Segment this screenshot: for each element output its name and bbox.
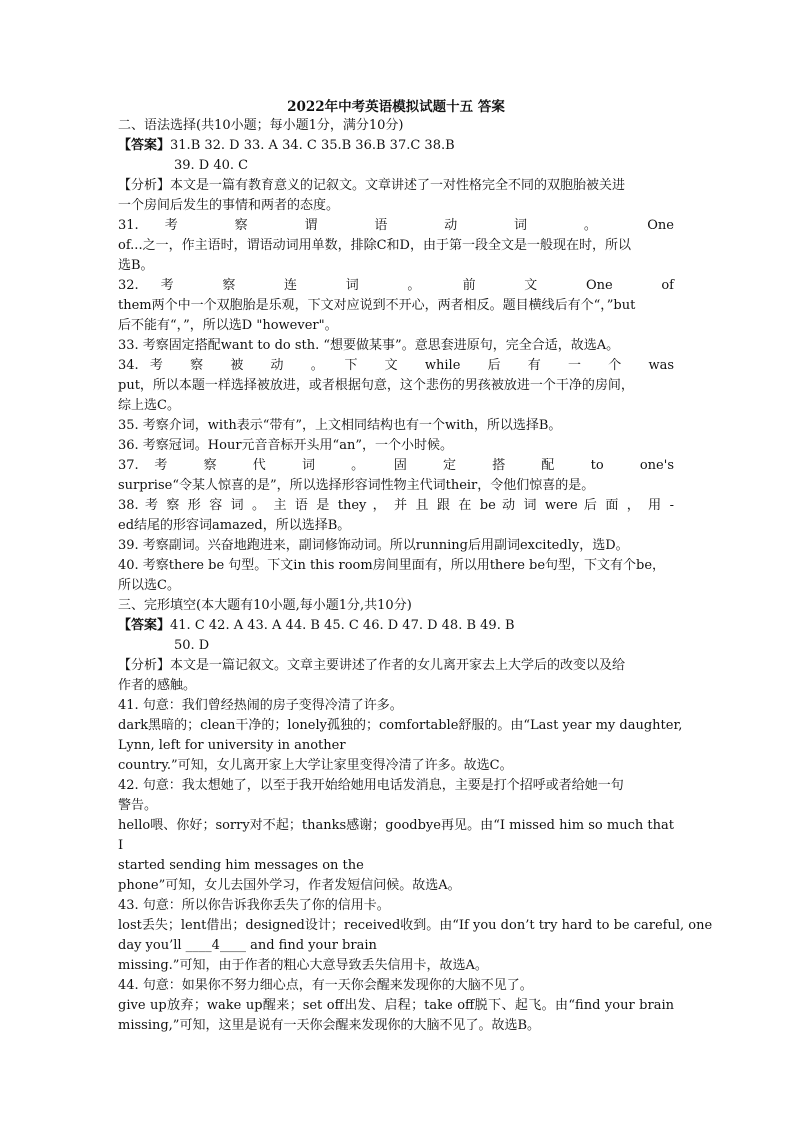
text-line: 39. 考察副词。兴奋地跑进来，副词修饰动词。所以running后用副词excitedly，选D。 <box>118 538 629 553</box>
text-line: 36. 考察冠词。Hour元音音标开头用“an”，一个小时候。 <box>118 438 453 453</box>
text-line: them两个中一个双胞胎是乐观，下文对应说到不开心，两者相反。题目横线后有个“，”but <box>118 298 636 313</box>
text-line: missing.”可知，由于作者的粗心大意导致丢失信用卡，故选A。 <box>118 958 488 973</box>
text-line: 35. 考察介词，with表示“带有”，上文相同结构也有一个with，所以选择B。 <box>118 418 562 433</box>
text-line: country.”可知，女儿离开家上大学让家里变得冷清了许多。故选C。 <box>118 758 513 773</box>
text-line: 42. 句意：我太想她了，以至于我开始给她用电话发消息，主要是打个招呼或者给她一句 <box>118 778 624 793</box>
text-line: 【答案】41. C 42. A 43. A 44. B 45. C 46. D 47. D 48. B 49. B <box>118 618 515 633</box>
text-line: of...之一，作主语时，谓语动词用单数，排除C和D，由于第一段全文是一般现在时，所以 <box>118 238 631 253</box>
text-line: 【答案】31.B 32. D 33. A 34. C 35.B 36.B 37.C 38.B <box>118 138 455 153</box>
text-line: 40. 考察there be 句型。下文in this room房间里面有，所以用there be句型，下文有个be， <box>118 558 666 573</box>
answer-label: 【答案】 <box>118 138 171 153</box>
text-line: 后不能有“，”，所以选D "however"。 <box>118 318 338 333</box>
page-title: 2022年中考英语模拟试题十五 答案 <box>287 99 505 115</box>
text-line: 三、完形填空(本大题有10小题,每小题1分,共10分) <box>118 598 412 613</box>
text-line: 50. D <box>174 638 210 653</box>
text-line: 37. 考 察 代 词 。 固 定 搭 配 to one's <box>118 458 674 473</box>
text-line: started sending him messages on the <box>118 858 364 873</box>
text-line: give up放弃；wake up醒来；set off出发、启程；take off脱下、起飞。由“find your brain <box>118 998 674 1013</box>
text-line: 34. 考 察 被 动 。 下 文 while 后 有 一 个 was <box>118 358 674 373</box>
text-line: ed结尾的形容词amazed，所以选择B。 <box>118 518 351 533</box>
text-line: phone”可知，女儿去国外学习，作者发短信问候。故选A。 <box>118 878 461 893</box>
text-line: dark黑暗的；clean干净的；lonely孤独的；comfortable舒服的。由“Last year my daughter, <box>118 718 683 733</box>
text-line: 38. 考 察 形 容 词 。 主 语 是 they ， 并 且 跟 在 be 动 词 were 后 面 ， 用 - <box>118 498 674 513</box>
text-line: 41. 句意：我们曾经热闹的房子变得冷清了许多。 <box>118 698 403 713</box>
answer-label: 【答案】 <box>118 618 171 633</box>
text-line: lost丢失；lent借出；designed设计；received收到。由“If you don’t try hard to be careful, one <box>118 918 713 933</box>
text-line: 44. 句意：如果你不努力细心点，有一天你会醒来发现你的大脑不见了。 <box>118 978 533 993</box>
text-line: 选B。 <box>118 258 154 273</box>
text-line: 二、语法选择(共10小题；每小题1分，满分10分) <box>118 118 404 133</box>
answer-document <box>118 98 713 1036</box>
text-line: hello喂、你好；sorry对不起；thanks感谢；goodbye再见。由“I missed him so much that I <box>118 818 674 853</box>
text-line: 39. D 40. C <box>174 158 249 173</box>
text-line: 43. 句意：所以你告诉我你丢失了你的信用卡。 <box>118 898 390 913</box>
text-line: 【分析】本文是一篇记叙文。文章主要讲述了作者的女儿离开家去上大学后的改变以及给 <box>118 658 626 673</box>
text-line: 32. 考 察 连 词 。 前 文 One of <box>118 278 674 293</box>
text-line: 作者的感触。 <box>118 678 197 693</box>
text-line: day you’ll ____4____ and find your brain <box>118 938 377 953</box>
text-line: surprise“令某人惊喜的是”，所以选择形容词性物主代词their，令他们惊喜的是。 <box>118 478 595 493</box>
text-line: 31. 考 察 谓 语 动 词 。 One <box>118 218 674 233</box>
text-line: 警告。 <box>118 798 158 813</box>
text-line: put，所以本题一样选择被放进，或者根据句意，这个悲伤的男孩被放进一个干净的房间， <box>118 378 634 393</box>
text-line: 【分析】本文是一篇有教育意义的记叙文。文章讲述了一对性格完全不同的双胞胎被关进 <box>118 178 626 193</box>
text-line: 综上选C。 <box>118 398 180 413</box>
text-line: 33. 考察固定搭配want to do sth. “想要做某事”。意思套进原句，完全合适，故选A。 <box>118 338 620 353</box>
document-body <box>118 116 713 1036</box>
text-line: 所以选C。 <box>118 578 180 593</box>
text-line: missing,”可知，这里是说有一天你会醒来发现你的大脑不见了。故选B。 <box>118 1018 541 1033</box>
text-line: Lynn, left for university in another <box>118 738 346 753</box>
text-line: 一个房间后发生的事情和两者的态度。 <box>118 198 340 213</box>
